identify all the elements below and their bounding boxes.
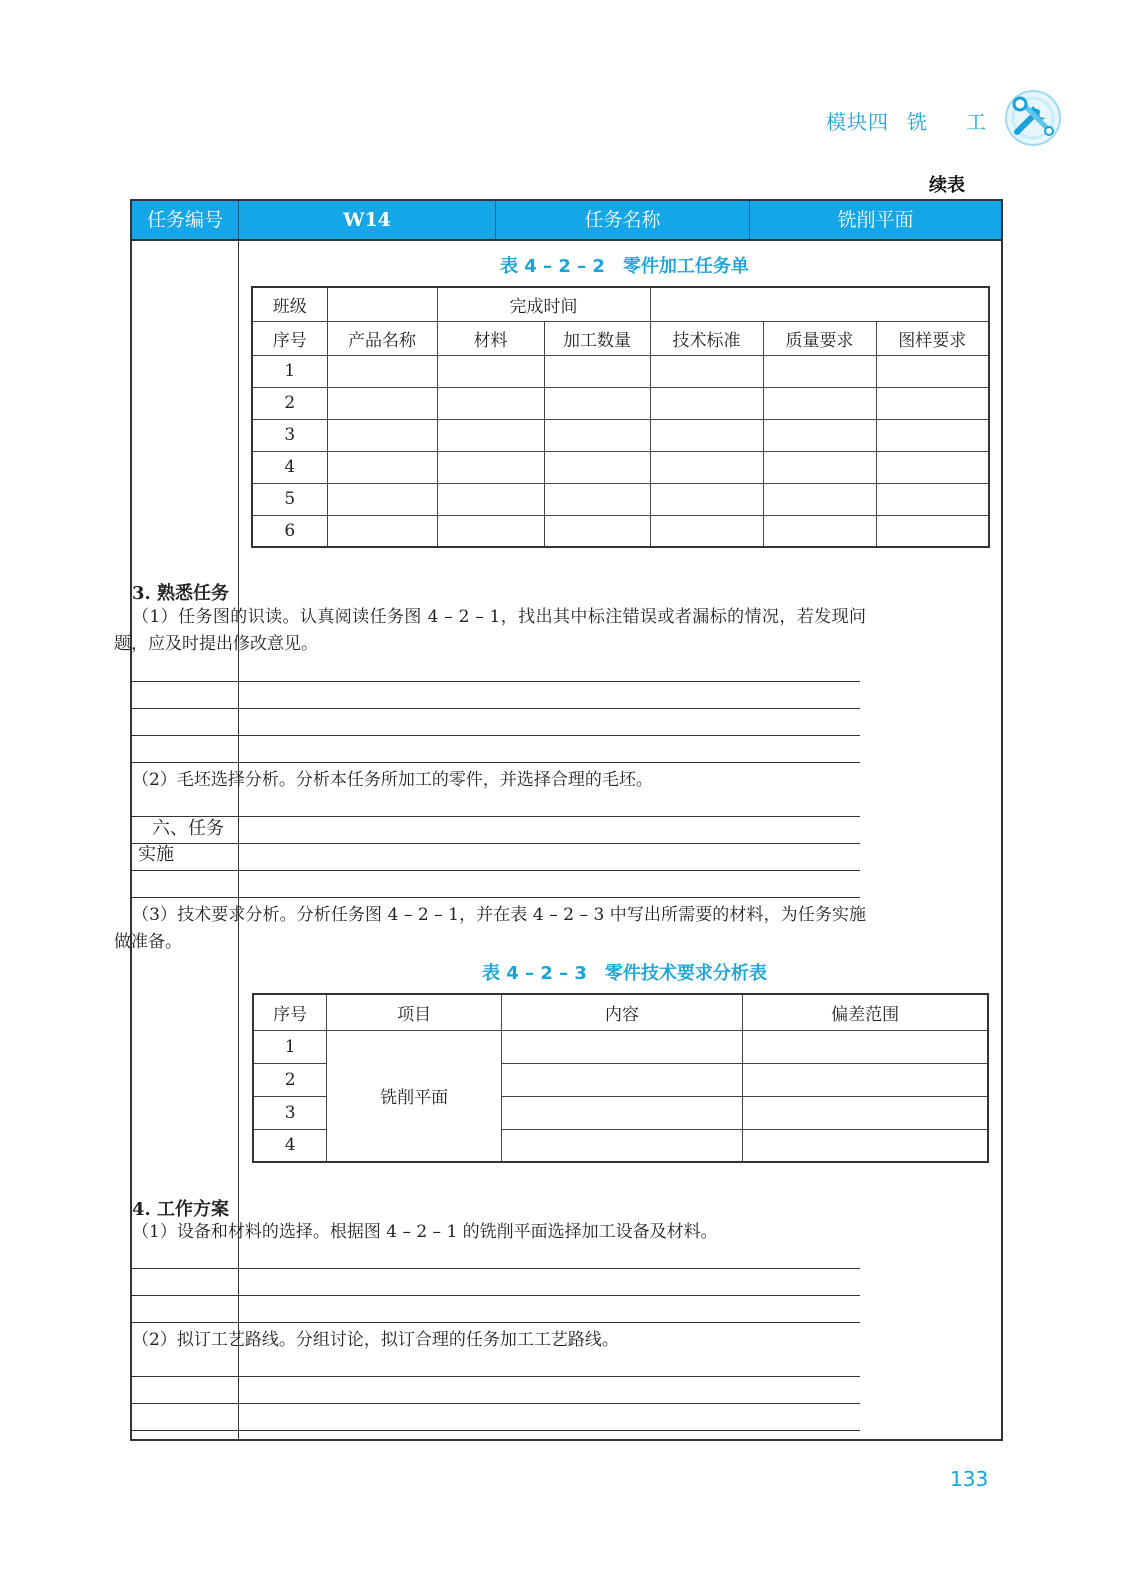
entry-cell[interactable] <box>437 451 544 483</box>
entry-cell[interactable] <box>327 451 437 483</box>
col-header: 加工数量 <box>544 321 650 355</box>
module-label: 模块四 <box>826 110 889 134</box>
table-422 <box>251 286 990 548</box>
table-row <box>252 515 989 547</box>
entry-cell[interactable] <box>876 451 989 483</box>
task-no-label: 任务编号 <box>146 209 223 231</box>
entry-cell[interactable] <box>763 483 876 515</box>
answer-line[interactable] <box>132 816 860 817</box>
class-input-cell[interactable] <box>327 287 437 321</box>
col-header: 材料 <box>437 321 544 355</box>
entry-cell[interactable] <box>327 419 437 451</box>
task-header-row <box>132 201 1001 241</box>
section-label <box>138 816 234 868</box>
entry-cell[interactable] <box>876 483 989 515</box>
entry-cell[interactable] <box>650 451 763 483</box>
section4-heading: 4. 工作方案 <box>132 1199 230 1220</box>
col-header: 图样要求 <box>876 321 989 355</box>
time-label: 完成时间 <box>437 287 650 321</box>
answer-line[interactable] <box>132 1268 860 1269</box>
answer-line[interactable] <box>132 735 860 736</box>
item-cell: 铣削平面 <box>327 1030 502 1162</box>
deviation-cell[interactable] <box>743 1063 988 1096</box>
row-number: 2 <box>252 387 327 419</box>
entry-cell[interactable] <box>763 451 876 483</box>
col-header: 产品名称 <box>327 321 437 355</box>
entry-cell[interactable] <box>327 515 437 547</box>
answer-line[interactable] <box>132 1322 860 1323</box>
deviation-cell[interactable] <box>743 1129 988 1162</box>
table-422-header-row <box>252 321 989 355</box>
section3-p1: （1）任务图的识读。认真阅读任务图 4 – 2 – 1，找出其中标注错误或者漏标的情况，若发现问题，应及时提出修改意见。 <box>114 607 866 654</box>
row-number: 4 <box>252 451 327 483</box>
section3-p3: （3）技术要求分析。分析任务图 4 – 2 – 1，并在表 4 – 2 – 3 中写出所需要的材料，为任务实施做准备。 <box>114 905 866 952</box>
col-header: 偏差范围 <box>743 994 988 1030</box>
table-row <box>252 355 989 387</box>
section3-p2: （2）毛坯选择分析。分析本任务所加工的零件，并选择合理的毛坯。 <box>132 770 653 790</box>
table-422-title: 表 4 – 2 – 2 零件加工任务单 <box>500 256 749 277</box>
table-423 <box>252 993 989 1163</box>
header-title-1: 铣 <box>907 110 928 134</box>
answer-line[interactable] <box>132 1430 860 1431</box>
row-number: 3 <box>252 419 327 451</box>
time-input-cell[interactable] <box>650 287 989 321</box>
entry-cell[interactable] <box>763 419 876 451</box>
content-cell[interactable] <box>501 1063 742 1096</box>
entry-cell[interactable] <box>763 355 876 387</box>
page-number: 133 <box>950 1467 989 1491</box>
table-423-header-row <box>253 994 988 1030</box>
entry-cell[interactable] <box>544 451 650 483</box>
entry-cell[interactable] <box>763 387 876 419</box>
section-label-line1: 六、任务 <box>152 818 224 839</box>
entry-cell[interactable] <box>650 387 763 419</box>
entry-cell[interactable] <box>876 515 989 547</box>
table-row <box>252 451 989 483</box>
table-row <box>252 483 989 515</box>
table-row <box>252 419 989 451</box>
task-name-value: 铣削平面 <box>837 209 914 231</box>
entry-cell[interactable] <box>544 419 650 451</box>
col-header: 序号 <box>252 321 327 355</box>
entry-cell[interactable] <box>876 355 989 387</box>
row-number: 1 <box>253 1030 327 1063</box>
col-header: 质量要求 <box>763 321 876 355</box>
answer-line[interactable] <box>132 897 860 898</box>
row-number: 1 <box>252 355 327 387</box>
row-number: 6 <box>252 515 327 547</box>
answer-line[interactable] <box>132 681 860 682</box>
answer-line[interactable] <box>132 870 860 871</box>
entry-cell[interactable] <box>437 515 544 547</box>
entry-cell[interactable] <box>650 483 763 515</box>
row-number: 3 <box>253 1096 327 1129</box>
entry-cell[interactable] <box>876 387 989 419</box>
entry-cell[interactable] <box>437 483 544 515</box>
answer-line[interactable] <box>132 843 860 844</box>
table-423-title: 表 4 – 2 – 3 零件技术要求分析表 <box>482 963 767 984</box>
answer-line[interactable] <box>132 708 860 709</box>
content-cell[interactable] <box>501 1030 742 1063</box>
wrench-tools-icon <box>1003 88 1063 148</box>
col-header: 技术标准 <box>650 321 763 355</box>
task-name-label: 任务名称 <box>584 209 661 231</box>
answer-line[interactable] <box>132 762 860 763</box>
table-row <box>252 387 989 419</box>
entry-cell[interactable] <box>327 483 437 515</box>
running-header <box>826 106 987 135</box>
section3-heading: 3. 熟悉任务 <box>132 583 230 604</box>
entry-cell[interactable] <box>650 515 763 547</box>
entry-cell[interactable] <box>544 355 650 387</box>
section4-p2: （2）拟订工艺路线。分组讨论，拟订合理的任务加工工艺路线。 <box>132 1330 619 1350</box>
entry-cell[interactable] <box>650 355 763 387</box>
content-cell[interactable] <box>501 1129 742 1162</box>
entry-cell[interactable] <box>544 515 650 547</box>
entry-cell[interactable] <box>650 419 763 451</box>
table-row <box>253 1030 988 1063</box>
entry-cell[interactable] <box>437 387 544 419</box>
deviation-cell[interactable] <box>743 1030 988 1063</box>
entry-cell[interactable] <box>437 355 544 387</box>
deviation-cell[interactable] <box>743 1096 988 1129</box>
entry-cell[interactable] <box>327 355 437 387</box>
answer-line[interactable] <box>132 1295 860 1296</box>
entry-cell[interactable] <box>437 419 544 451</box>
row-number: 5 <box>252 483 327 515</box>
entry-cell[interactable] <box>544 387 650 419</box>
header-title-2: 工 <box>966 110 987 134</box>
col-header: 项目 <box>327 994 502 1030</box>
section-label-line2: 实施 <box>138 844 174 865</box>
entry-cell[interactable] <box>544 483 650 515</box>
continued-label: 续表 <box>929 175 965 196</box>
entry-cell[interactable] <box>876 419 989 451</box>
col-header: 内容 <box>501 994 742 1030</box>
row-number: 2 <box>253 1063 327 1096</box>
content-cell[interactable] <box>501 1096 742 1129</box>
answer-line[interactable] <box>132 1376 860 1377</box>
table-422-class-row <box>252 287 989 321</box>
entry-cell[interactable] <box>763 515 876 547</box>
class-label: 班级 <box>252 287 327 321</box>
task-no-value: W14 <box>343 209 391 231</box>
entry-cell[interactable] <box>327 387 437 419</box>
row-number: 4 <box>253 1129 327 1162</box>
section4-p1: （1）设备和材料的选择。根据图 4 – 2 – 1 的铣削平面选择加工设备及材料。 <box>132 1222 718 1242</box>
answer-line[interactable] <box>132 1403 860 1404</box>
col-header: 序号 <box>253 994 327 1030</box>
